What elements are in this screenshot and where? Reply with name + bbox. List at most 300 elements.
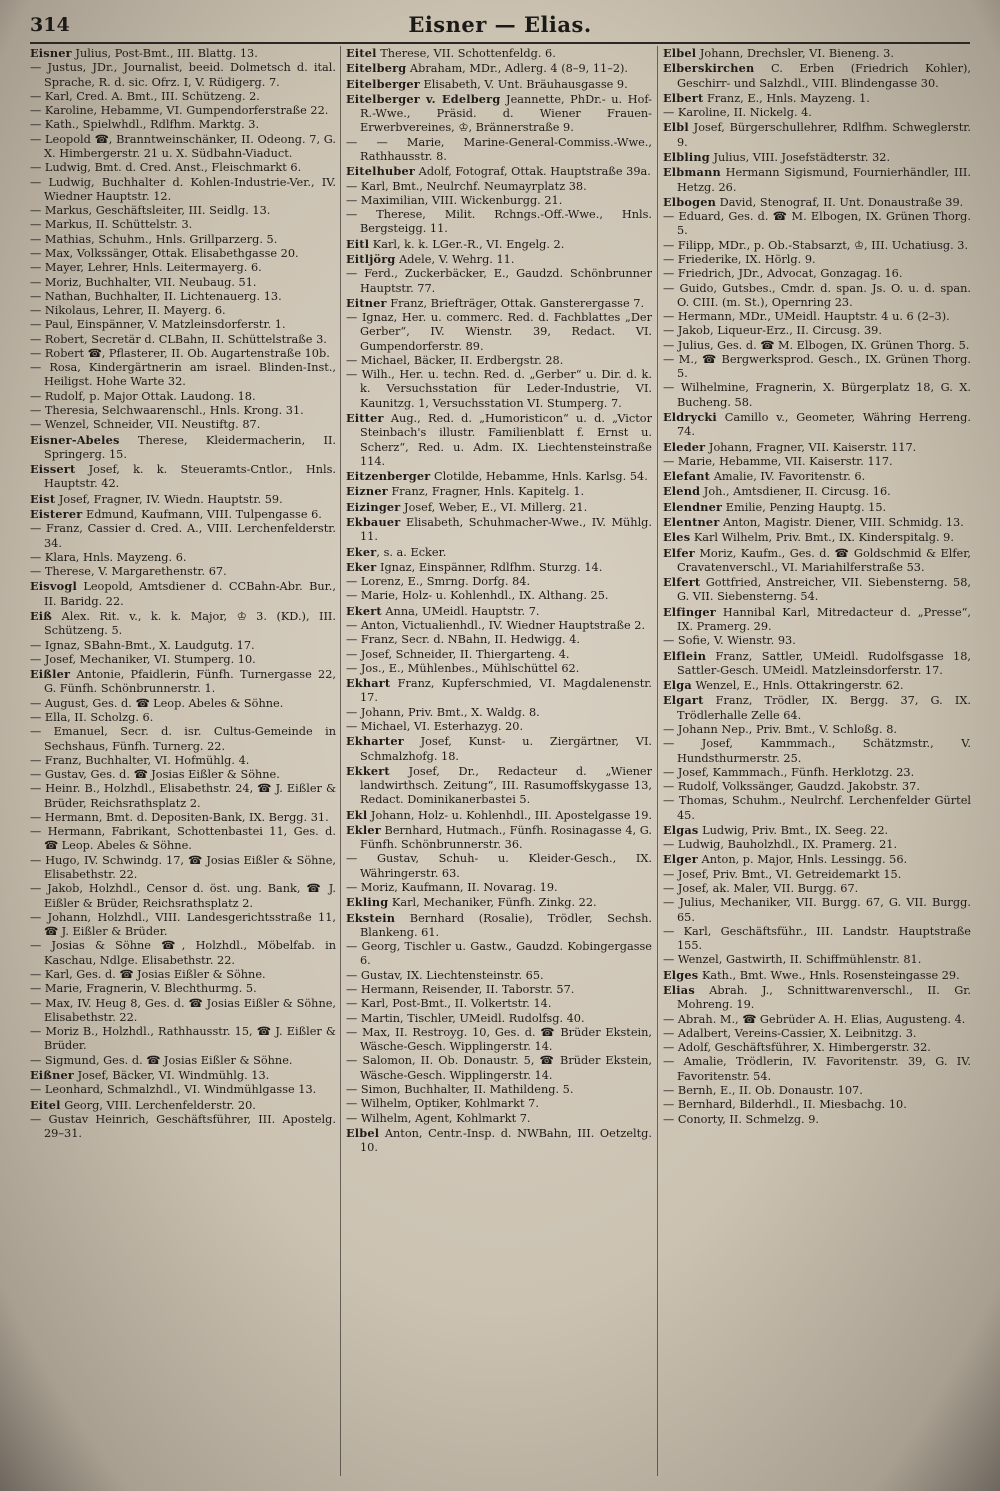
directory-entry bbox=[346, 764, 652, 808]
entry-details: Elisabeth, Schuhmacher-Wwe., IV. Mühlg. 11. bbox=[360, 516, 652, 544]
entry-details: — Josef, Kammmach., Fünfh. Herklotzg. 23. bbox=[663, 765, 915, 779]
directory-entry bbox=[346, 311, 652, 354]
entry-details: Leopold, Amtsdiener d. CCBahn-Abr. Bur., II. Baridg. 22. bbox=[44, 580, 336, 608]
column-divider bbox=[657, 46, 658, 1476]
entry-details: — Salomon, II. Ob. Donaustr. 5, ☎ Brüder Ekstein, Wäsche-Gesch. Wipplingerstr. 14. bbox=[346, 1054, 652, 1082]
directory-entry bbox=[346, 1083, 652, 1097]
entry-details: — Martin, Tischler, UMeidl. Rudolfsg. 40. bbox=[346, 1011, 585, 1025]
directory-entry bbox=[30, 404, 336, 418]
entry-details: — Nathan, Buchhalter, II. Lichtenauerg. 13. bbox=[30, 289, 282, 303]
directory-entry bbox=[30, 997, 336, 1026]
directory-entry bbox=[663, 575, 971, 605]
directory-entry bbox=[30, 782, 336, 811]
directory-entry bbox=[663, 410, 971, 440]
entry-details: Josef, Dr., Redacteur d. „Wiener landwirthsch. Zeitung“, III. Rasumoffskygasse 13, Redact. Dominikanerbastei 5. bbox=[360, 764, 652, 807]
entry-details: Joh., Amtsdiener, II. Circusg. 16. bbox=[700, 485, 891, 499]
entry-details: Johann, Holz- u. Kohlenhdl., III. Apostelgasse 19. bbox=[367, 808, 652, 822]
page-number: 314 bbox=[30, 14, 70, 36]
entry-details: — Johann, Holzhdl., VIII. Landesgerichtsstraße 11, ☎ J. Eißler & Brüder. bbox=[30, 910, 336, 939]
entry-details: Franz, Sattler, UMeidl. Rudolfsgasse 18, Sattler-Gesch. UMeidl. Matzleinsdorferstr. 17. bbox=[677, 649, 971, 677]
entry-details: — Karl, Geschäftsführ., III. Landstr. Hauptstraße 155. bbox=[663, 924, 971, 953]
entry-details: — Therese, Milit. Rchngs.-Off.-Wwe., Hnls. Bergsteigg. 11. bbox=[346, 208, 652, 236]
entry-details: — Eduard, Ges. d. ☎ M. Elbogen, IX. Grünen Thorg. 5. bbox=[663, 210, 971, 238]
entry-details: — Robert ☎, Pflasterer, II. Ob. Augartenstraße 10b. bbox=[30, 346, 330, 360]
entry-surname: Elentner bbox=[663, 515, 720, 529]
entry-details: — Hermann, Bmt. d. Depositen-Bank, IX. Bergg. 31. bbox=[30, 810, 329, 824]
directory-entry bbox=[346, 545, 652, 560]
entry-surname: Elefant bbox=[663, 469, 711, 484]
entry-details: — M., ☎ Bergwerksprod. Gesch., IX. Grünen Thorg. 5. bbox=[663, 352, 971, 381]
column-3 bbox=[663, 46, 971, 1478]
directory-entry bbox=[30, 522, 336, 551]
directory-entry bbox=[30, 711, 336, 725]
entry-details: Kath., Bmt. Wwe., Hnls. Rosensteingasse 29. bbox=[698, 968, 960, 982]
entry-details: Aug., Red. d. „Humoristicon“ u. d. „Victor Steinbach's illustr. Familienblatt f. Ernst u. Scherz“, Red. u. Adm. IX. Liechtensteinstraße 114. bbox=[360, 412, 652, 468]
directory-entry bbox=[30, 290, 336, 304]
directory-entry bbox=[346, 515, 652, 545]
entry-details: — Josef, ak. Maler, VII. Burgg. 67. bbox=[663, 882, 859, 896]
directory-entry bbox=[663, 515, 971, 530]
directory-entry bbox=[663, 983, 971, 1013]
directory-entry bbox=[663, 838, 971, 852]
directory-entry bbox=[346, 895, 652, 910]
entry-details: — Robert, Secretär d. CLBahn, II. Schüttelstraße 3. bbox=[30, 332, 327, 346]
entry-details: — Josef, Mechaniker, VI. Stumperg. 10. bbox=[30, 652, 256, 666]
entry-surname: Elga bbox=[663, 678, 692, 693]
entry-details: — Karl, Cred. A. Bmt., III. Schützeng. 2. bbox=[30, 89, 260, 103]
directory-entry bbox=[663, 925, 971, 954]
directory-entry bbox=[663, 195, 971, 210]
entry-surname: Ekstein bbox=[346, 910, 396, 925]
entry-details: — Leopold ☎, Branntweinschänker, II. Odeong. 7, G. X. Himbergerstr. 21 u. X. Südbahn-Viaduct. bbox=[30, 132, 336, 160]
directory-entry bbox=[346, 354, 652, 368]
directory-entry bbox=[30, 579, 336, 609]
directory-entry bbox=[346, 469, 652, 484]
directory-entry bbox=[346, 823, 652, 853]
directory-entry bbox=[30, 609, 336, 639]
entry-details: — Marie, Hebamme, VII. Kaiserstr. 117. bbox=[663, 454, 893, 468]
directory-entry bbox=[346, 1112, 652, 1126]
directory-entry bbox=[346, 164, 652, 179]
directory-entry bbox=[663, 120, 971, 150]
entry-surname: Elbling bbox=[663, 149, 710, 164]
entry-details: — Mayer, Lehrer, Hnls. Leitermayerg. 6. bbox=[30, 261, 262, 275]
directory-entry bbox=[663, 353, 971, 382]
entry-surname: Eisner bbox=[30, 46, 72, 60]
entry-details: — Moriz, Kaufmann, II. Novarag. 19. bbox=[346, 881, 558, 895]
entry-surname: Eitelberger v. Edelberg bbox=[346, 91, 501, 106]
entry-details: Therese, Kleidermacherin, II. Springerg. 15. bbox=[44, 433, 336, 461]
directory-entry bbox=[663, 381, 971, 410]
entry-details: — Jos., E., Mühlenbes., Mühlschüttel 62. bbox=[346, 661, 580, 675]
entry-details: — Ignaz, SBahn-Bmt., X. Laudgutg. 17. bbox=[30, 638, 255, 652]
entry-details: — Ferd., Zuckerbäcker, E., Gaudzd. Schönbrunner Hauptstr. 77. bbox=[346, 267, 652, 295]
column-1 bbox=[30, 46, 336, 1478]
entry-details: — Klara, Hnls. Mayzeng. 6. bbox=[30, 550, 187, 564]
entry-details: — Max, II. Restroyg. 10, Ges. d. ☎ Brüder Ekstein, Wäsche-Gesch. Wipplingerstr. 14. bbox=[346, 1025, 652, 1054]
directory-entry bbox=[30, 754, 336, 768]
directory-entry bbox=[346, 969, 652, 983]
entry-details: — Georg, Tischler u. Gastw., Gaudzd. Kobingergasse 6. bbox=[346, 940, 652, 968]
entry-details: Edmund, Kaufmann, VIII. Tulpengasse 6. bbox=[82, 508, 322, 521]
directory-entry bbox=[30, 854, 336, 883]
directory-entry bbox=[30, 697, 336, 711]
entry-surname: Elbel bbox=[346, 1125, 380, 1140]
entry-details: Hermann Sigismund, Fournierhändler, III. Hetzg. 26. bbox=[677, 166, 971, 194]
entry-surname: Eitelberg bbox=[346, 61, 407, 76]
directory-entry bbox=[346, 208, 652, 237]
entry-details: — Justus, JDr., Journalist, beeid. Dolmetsch d. ital. Sprache, R. d. sic. Ofrz. I, V. Rüdigerg. 7. bbox=[30, 61, 336, 89]
entry-surname: Ekert bbox=[346, 603, 382, 618]
directory-entry bbox=[30, 492, 336, 507]
directory-entry bbox=[663, 46, 971, 61]
entry-surname: Ekl bbox=[346, 807, 368, 822]
entry-details: Julius, Post-Bmt., III. Blattg. 13. bbox=[71, 47, 258, 60]
directory-entry bbox=[663, 267, 971, 281]
directory-entry bbox=[663, 253, 971, 267]
page-header bbox=[30, 12, 970, 40]
entry-details: Abrah. J., Schnittwarenverschl., II. Gr. Mohreng. 19. bbox=[677, 984, 971, 1012]
entry-details: — Julius, Ges. d. ☎ M. Elbogen, IX. Grünen Thorg. 5. bbox=[663, 338, 970, 352]
directory-entry bbox=[346, 604, 652, 619]
entry-details: Franz, E., Hnls. Mayzeng. 1. bbox=[703, 91, 870, 105]
entry-details: — Friederike, IX. Hörlg. 9. bbox=[663, 252, 816, 266]
directory-entry bbox=[663, 440, 971, 455]
entry-surname: Elfer bbox=[663, 545, 695, 560]
directory-entry bbox=[30, 462, 336, 492]
directory-entry bbox=[346, 252, 652, 267]
directory-entry bbox=[663, 649, 971, 679]
entry-details: — Max, IV. Heug 8, Ges. d. ☎ Josias Eißler & Söhne, Elisabethstr. 22. bbox=[30, 996, 336, 1024]
entry-details: Antonie, Pfaidlerin, Fünfh. Turnergasse 22, G. Fünfh. Schönbrunnerstr. 1. bbox=[44, 668, 336, 696]
entry-surname: Elges bbox=[663, 967, 699, 982]
directory-entry bbox=[663, 766, 971, 780]
directory-entry bbox=[30, 61, 336, 90]
entry-details: — Heinr. B., Holzhdl., Elisabethstr. 24, ☎ J. Eißler & Brüder, Reichsrathsplatz 2. bbox=[30, 782, 336, 810]
entry-details: — Bernh, E., II. Ob. Donaustr. 107. bbox=[663, 1083, 863, 1097]
entry-surname: Eiß bbox=[30, 608, 53, 623]
entry-surname: Eitter bbox=[346, 411, 384, 426]
directory-entry bbox=[663, 1041, 971, 1055]
entry-details: Alex. Rit. v., k. k. Major, ♔ 3. (KD.), III. Schützeng. 5. bbox=[44, 609, 336, 638]
entry-surname: Elend bbox=[663, 484, 701, 499]
directory-entry bbox=[346, 1126, 652, 1156]
directory-entry bbox=[30, 46, 336, 61]
entry-details: — Karl, Bmt., Neulrchf. Neumayrplatz 38. bbox=[346, 179, 587, 193]
directory-entry bbox=[346, 575, 652, 589]
entry-surname: Elflein bbox=[663, 648, 707, 663]
entry-surname: Elger bbox=[663, 852, 698, 867]
entry-details: Franz, Trödler, IX. Bergg. 37, G. IX. Trödlerhalle Zelle 64. bbox=[677, 694, 971, 722]
entry-details: Therese, VII. Schottenfeldg. 6. bbox=[376, 47, 556, 60]
directory-entry bbox=[663, 882, 971, 896]
directory-entry bbox=[30, 247, 336, 261]
entry-details: Wenzel, E., Hnls. Ottakringerstr. 62. bbox=[691, 679, 904, 693]
entry-details: — Thomas, Schuhm., Neulrchf. Lerchenfelder Gürtel 45. bbox=[663, 794, 971, 822]
entry-details: — Josef, Kammmach., Schätzmstr., V. Hundsthurmerstr. 25. bbox=[663, 737, 971, 765]
entry-details: — Josias & Söhne ☎, Holzhdl., Möbelfab. in Kaschau, Ndlge. Elisabethstr. 22. bbox=[30, 939, 336, 967]
entry-surname: Elfert bbox=[663, 575, 701, 590]
directory-entry bbox=[663, 210, 971, 239]
directory-entry bbox=[346, 1012, 652, 1026]
entry-details: — Hermann, MDr., UMeidl. Hauptstr. 4 u. 6 (2–3). bbox=[663, 310, 950, 324]
entry-details: — Wilhelmine, Fragnerin, X. Bürgerplatz 18, G. X. Bucheng. 58. bbox=[663, 381, 971, 409]
directory-entry bbox=[30, 233, 336, 247]
directory-entry bbox=[346, 237, 652, 252]
entry-details: Josef, Weber, E., VI. Millerg. 21. bbox=[400, 500, 588, 514]
directory-entry bbox=[346, 676, 652, 706]
directory-entry bbox=[663, 106, 971, 120]
entry-surname: Eitl bbox=[346, 236, 370, 251]
entry-details: Josef, k. k. Steueramts-Cntlor., Hnls. Hauptstr. 42. bbox=[44, 463, 336, 491]
entry-details: Gottfried, Anstreicher, VII. Siebensterng. 58, G. VII. Siebensterng. 54. bbox=[677, 576, 971, 604]
entry-details: — Ludwig, Bauholzhdl., IX. Pramerg. 21. bbox=[663, 838, 898, 852]
entry-surname: Elendner bbox=[663, 499, 723, 514]
directory-entry bbox=[663, 852, 971, 867]
directory-entry bbox=[30, 118, 336, 132]
entry-details: — Karl, Ges. d. ☎ Josias Eißler & Söhne. bbox=[30, 968, 266, 981]
entry-details: — Nikolaus, Lehrer, II. Mayerg. 6. bbox=[30, 304, 226, 318]
entry-details: Franz, Kupferschmied, VI. Magdalenenstr. 17. bbox=[360, 677, 652, 705]
entry-details: — Abrah. M., ☎ Gebrüder A. H. Elias, Augusteng. 4. bbox=[663, 1012, 966, 1026]
entry-details: — Moriz, Buchhalter, VII. Neubaug. 51. bbox=[30, 275, 257, 289]
directory-entry bbox=[663, 780, 971, 794]
entry-details: Anton, p. Major, Hnls. Lessingg. 56. bbox=[697, 853, 908, 867]
entry-details: Amalie, IV. Favoritenstr. 6. bbox=[710, 470, 866, 484]
entry-details: — Ella, II. Scholzg. 6. bbox=[30, 710, 154, 724]
directory-entry bbox=[663, 91, 971, 106]
entry-details: — Karoline, Hebamme, VI. Gumpendorferstraße 22. bbox=[30, 104, 329, 118]
entry-details: — Gustav, Ges. d. ☎ Josias Eißler & Söhne. bbox=[30, 768, 280, 782]
entry-details: — Filipp, MDr., p. Ob.-Stabsarzt, ♔, III. Uchatiusg. 3. bbox=[663, 238, 969, 252]
entry-surname: Eitel bbox=[346, 46, 377, 60]
entry-details: Hannibal Karl, Mitredacteur d. „Presse“, IX. Pramerg. 29. bbox=[677, 605, 971, 633]
entry-details: — Theresia, Selchwaarenschl., Hnls. Krong. 31. bbox=[30, 404, 304, 418]
directory-entry bbox=[663, 282, 971, 311]
entry-details: — Marie, Holz- u. Kohlenhdl., IX. Althang. 25. bbox=[346, 589, 609, 603]
entry-details: — Therese, V. Margarethenstr. 67. bbox=[30, 565, 227, 579]
directory-entry bbox=[346, 648, 652, 662]
directory-entry bbox=[663, 868, 971, 882]
directory-entry bbox=[30, 551, 336, 565]
entry-details: Adolf, Fotograf, Ottak. Hauptstraße 39a. bbox=[415, 165, 651, 179]
directory-entry bbox=[346, 706, 652, 720]
column-2 bbox=[346, 46, 652, 1478]
directory-entry bbox=[346, 484, 652, 499]
entry-details: — Max, Volkssänger, Ottak. Elisabethgasse 20. bbox=[30, 246, 299, 260]
entry-details: — Anton, Victualienhdl., IV. Wiedner Hauptstraße 2. bbox=[346, 618, 646, 632]
entry-surname: Eitzenberger bbox=[346, 469, 431, 484]
entry-details: C. Erben (Friedrich Kohler), Geschirr- und Salzhdl., VIII. Blindengasse 30. bbox=[677, 62, 971, 90]
entry-details: — Johann Nep., Priv. Bmt., V. Schloßg. 8. bbox=[663, 722, 897, 736]
entry-details: — Adalbert, Vereins-Cassier, X. Leibnitzg. 3. bbox=[663, 1026, 917, 1040]
directory-entry bbox=[30, 361, 336, 390]
directory-entry bbox=[663, 723, 971, 737]
entry-details: Josef, Kunst- u. Ziergärtner, VI. Schmalzhofg. 18. bbox=[360, 735, 652, 763]
entry-details: David, Stenograf, II. Unt. Donaustraße 39. bbox=[716, 195, 964, 209]
directory-entry bbox=[346, 983, 652, 997]
directory-entry bbox=[663, 469, 971, 484]
directory-entry bbox=[663, 823, 971, 838]
entry-surname: Ekbauer bbox=[346, 515, 401, 529]
directory-entry bbox=[663, 546, 971, 576]
entry-details: — Markus, Geschäftsleiter, III. Seidlg. 13. bbox=[30, 204, 271, 218]
directory-entry bbox=[346, 940, 652, 969]
entry-surname: Elbogen bbox=[663, 194, 717, 209]
directory-entry bbox=[663, 968, 971, 983]
entry-surname: Eissert bbox=[30, 462, 76, 477]
directory-entry bbox=[663, 953, 971, 967]
entry-details: — August, Ges. d. ☎ Leop. Abeles & Söhne. bbox=[30, 696, 284, 710]
directory-entry bbox=[30, 276, 336, 290]
entry-details: Franz, Fragner, Hnls. Kapitelg. 1. bbox=[387, 485, 585, 499]
entry-details: Bernhard, Hutmach., Fünfh. Rosinagasse 4, G. Fünfh. Schönbrunnerstr. 36. bbox=[360, 823, 652, 852]
directory-entry bbox=[346, 46, 652, 61]
entry-details: — Rudolf, Volkssänger, Gaudzd. Jakobstr. 37. bbox=[663, 780, 920, 794]
directory-entry bbox=[663, 530, 971, 545]
entry-surname: Eizner bbox=[346, 484, 388, 499]
directory-entry bbox=[346, 911, 652, 941]
entry-details: — Lorenz, E., Smrng. Dorfg. 84. bbox=[346, 575, 531, 589]
directory-entry bbox=[30, 667, 336, 697]
directory-entry bbox=[663, 1013, 971, 1027]
entry-details: — Wenzel, Gastwirth, II. Schiffmühlenstr. 81. bbox=[663, 953, 922, 967]
entry-details: — Julius, Mechaniker, VII. Burgg. 67, G. VII. Burgg. 65. bbox=[663, 896, 971, 924]
directory-entry bbox=[30, 261, 336, 275]
directory-entry bbox=[30, 1054, 336, 1068]
entry-surname: Eißler bbox=[30, 667, 71, 682]
running-head: Eisner — Elias. bbox=[408, 12, 592, 37]
entry-surname: Elbmann bbox=[663, 165, 721, 180]
directory-entry bbox=[663, 484, 971, 499]
entry-surname: Elgas bbox=[663, 822, 699, 837]
directory-entry bbox=[346, 368, 652, 411]
entry-surname: Elbl bbox=[663, 120, 689, 135]
directory-entry bbox=[346, 881, 652, 895]
entry-details: Bernhard (Rosalie), Trödler, Sechsh. Blankeng. 61. bbox=[360, 911, 652, 939]
directory-entry bbox=[30, 318, 336, 332]
entry-surname: Eisvogl bbox=[30, 579, 77, 594]
directory-entry bbox=[663, 61, 971, 91]
entry-surname: Elbel bbox=[663, 46, 697, 60]
directory-entry bbox=[30, 433, 336, 463]
entry-details: — Hermann, Reisender, II. Taborstr. 57. bbox=[346, 983, 575, 996]
entry-details: — Wilhelm, Agent, Kohlmarkt 7. bbox=[346, 1111, 531, 1125]
entry-details: — Josef, Priv. Bmt., VI. Getreidemarkt 15. bbox=[663, 867, 902, 881]
entry-details: Anton, Magistr. Diener, VIII. Schmidg. 13. bbox=[719, 516, 964, 529]
entry-details: Anton, Centr.-Insp. d. NWBahn, III. Oetzeltg. 10. bbox=[360, 1126, 652, 1155]
entry-details: — Conorty, II. Schmelzg. 9. bbox=[663, 1112, 820, 1126]
directory-entry bbox=[30, 347, 336, 361]
entry-details: Johann, Drechsler, VI. Bieneng. 3. bbox=[696, 47, 894, 60]
directory-entry bbox=[663, 737, 971, 766]
entry-surname: Ekling bbox=[346, 895, 389, 910]
directory-entry bbox=[346, 1026, 652, 1055]
entry-details: Karl Wilhelm, Priv. Bmt., IX. Kinderspitalg. 9. bbox=[690, 531, 954, 545]
directory-entry bbox=[30, 90, 336, 104]
directory-entry bbox=[30, 725, 336, 754]
entry-details: — Rudolf, p. Major Ottak. Laudong. 18. bbox=[30, 389, 256, 403]
entry-surname: Eitelberger bbox=[346, 76, 420, 91]
entry-surname: Elbert bbox=[663, 90, 704, 105]
entry-surname: Eißner bbox=[30, 1067, 75, 1082]
directory-entry bbox=[30, 1098, 336, 1113]
directory-entry bbox=[30, 653, 336, 667]
entry-details: — Jakob, Holzhdl., Censor d. öst. ung. Bank, ☎ J. Eißler & Brüder, Reichsrathsplatz 2. bbox=[30, 882, 336, 910]
directory-entry bbox=[30, 939, 336, 968]
entry-details: — Hermann, Fabrikant, Schottenbastei 11, Ges. d. ☎ Leop. Abeles & Söhne. bbox=[30, 825, 336, 853]
directory-entry bbox=[663, 794, 971, 823]
entry-details: — Sigmund, Ges. d. ☎ Josias Eißler & Söhne. bbox=[30, 1053, 293, 1067]
directory-entry bbox=[663, 1055, 971, 1084]
entry-surname: Elias bbox=[663, 983, 695, 997]
directory-entry bbox=[663, 310, 971, 324]
header-rule bbox=[30, 42, 970, 44]
entry-surname: Eitljörg bbox=[346, 251, 396, 266]
directory-entry bbox=[663, 634, 971, 648]
directory-entry bbox=[663, 1113, 971, 1127]
entry-details: — Gustav Heinrich, Geschäftsführer, III. Apostelg. 29–31. bbox=[30, 1112, 336, 1141]
directory-entry bbox=[30, 968, 336, 982]
entry-details: — Karl, Post-Bmt., II. Volkertstr. 14. bbox=[346, 997, 552, 1011]
directory-entry bbox=[30, 133, 336, 162]
entry-details: — Amalie, Trödlerin, IV. Favoritenstr. 39, G. IV. Favoritenstr. 54. bbox=[663, 1055, 971, 1083]
entry-details: — Emanuel, Secr. d. isr. Cultus-Gemeinde in Sechshaus, Fünfh. Turnerg. 22. bbox=[30, 725, 336, 753]
entry-surname: Eker bbox=[346, 559, 377, 574]
entry-surname: Elfinger bbox=[663, 604, 716, 619]
entry-details: — Ludwig, Buchhalter d. Kohlen-Industrie-Ver., IV. Wiedner Hauptstr. 12. bbox=[30, 175, 336, 203]
directory-entry bbox=[346, 619, 652, 633]
directory-entry bbox=[346, 500, 652, 515]
directory-entry bbox=[346, 662, 652, 676]
entry-details: — Jakob, Liqueur-Erz., II. Circusg. 39. bbox=[663, 324, 882, 338]
entry-surname: Ekharter bbox=[346, 734, 404, 749]
directory-entry bbox=[346, 1054, 652, 1083]
entry-details: — Kath., Spielwhdl., Rdlfhm. Marktg. 3. bbox=[30, 118, 260, 132]
entry-surname: Eitel bbox=[30, 1097, 61, 1112]
directory-entry bbox=[30, 418, 336, 432]
entry-details: — Moriz B., Holzhdl., Rathhausstr. 15, ☎ J. Eißler & Brüder. bbox=[30, 1025, 336, 1053]
directory-entry bbox=[30, 507, 336, 522]
directory-entry bbox=[346, 61, 652, 76]
entry-details: — Friedrich, JDr., Advocat, Gonzagag. 16. bbox=[663, 267, 903, 281]
directory-entry bbox=[346, 997, 652, 1011]
directory-entry bbox=[663, 1027, 971, 1041]
directory-entry bbox=[346, 560, 652, 575]
entry-details: — Gustav, IX. Liechtensteinstr. 65. bbox=[346, 968, 544, 982]
directory-entry bbox=[346, 136, 652, 165]
entry-details: — Simon, Buchhalter, II. Mathildeng. 5. bbox=[346, 1082, 574, 1096]
directory-entry bbox=[346, 808, 652, 823]
entry-details: Johann, Fragner, VII. Kaiserstr. 117. bbox=[705, 440, 917, 454]
directory-entry bbox=[346, 296, 652, 311]
entry-details: — Adolf, Geschäftsführer, X. Himbergerstr. 32. bbox=[663, 1041, 931, 1055]
directory-entry bbox=[30, 204, 336, 218]
directory-entry bbox=[30, 825, 336, 854]
entry-details: Moriz, Kaufm., Ges. d. ☎ Goldschmid & Elfer, Cravatenverschl., VI. Mariahilferstraße 53. bbox=[677, 546, 971, 574]
entry-details: — Michael, Bäcker, II. Erdbergstr. 28. bbox=[346, 353, 564, 367]
entry-details: Julius, VIII. Josefstädterstr. 32. bbox=[709, 150, 891, 164]
entry-surname: Eldrycki bbox=[663, 410, 717, 425]
entry-details: Josef, Bürgerschullehrer, Rdlfhm. Schweglerstr. 9. bbox=[677, 121, 971, 149]
directory-entry bbox=[30, 768, 336, 782]
directory-entry bbox=[663, 239, 971, 253]
directory-entry bbox=[346, 194, 652, 208]
entry-details: Franz, Briefträger, Ottak. Gansterergasse 7. bbox=[386, 296, 645, 310]
entry-details: Josef, Bäcker, VI. Windmühlg. 13. bbox=[74, 1068, 270, 1082]
directory-entry bbox=[30, 1113, 336, 1142]
directory-entry bbox=[663, 896, 971, 925]
